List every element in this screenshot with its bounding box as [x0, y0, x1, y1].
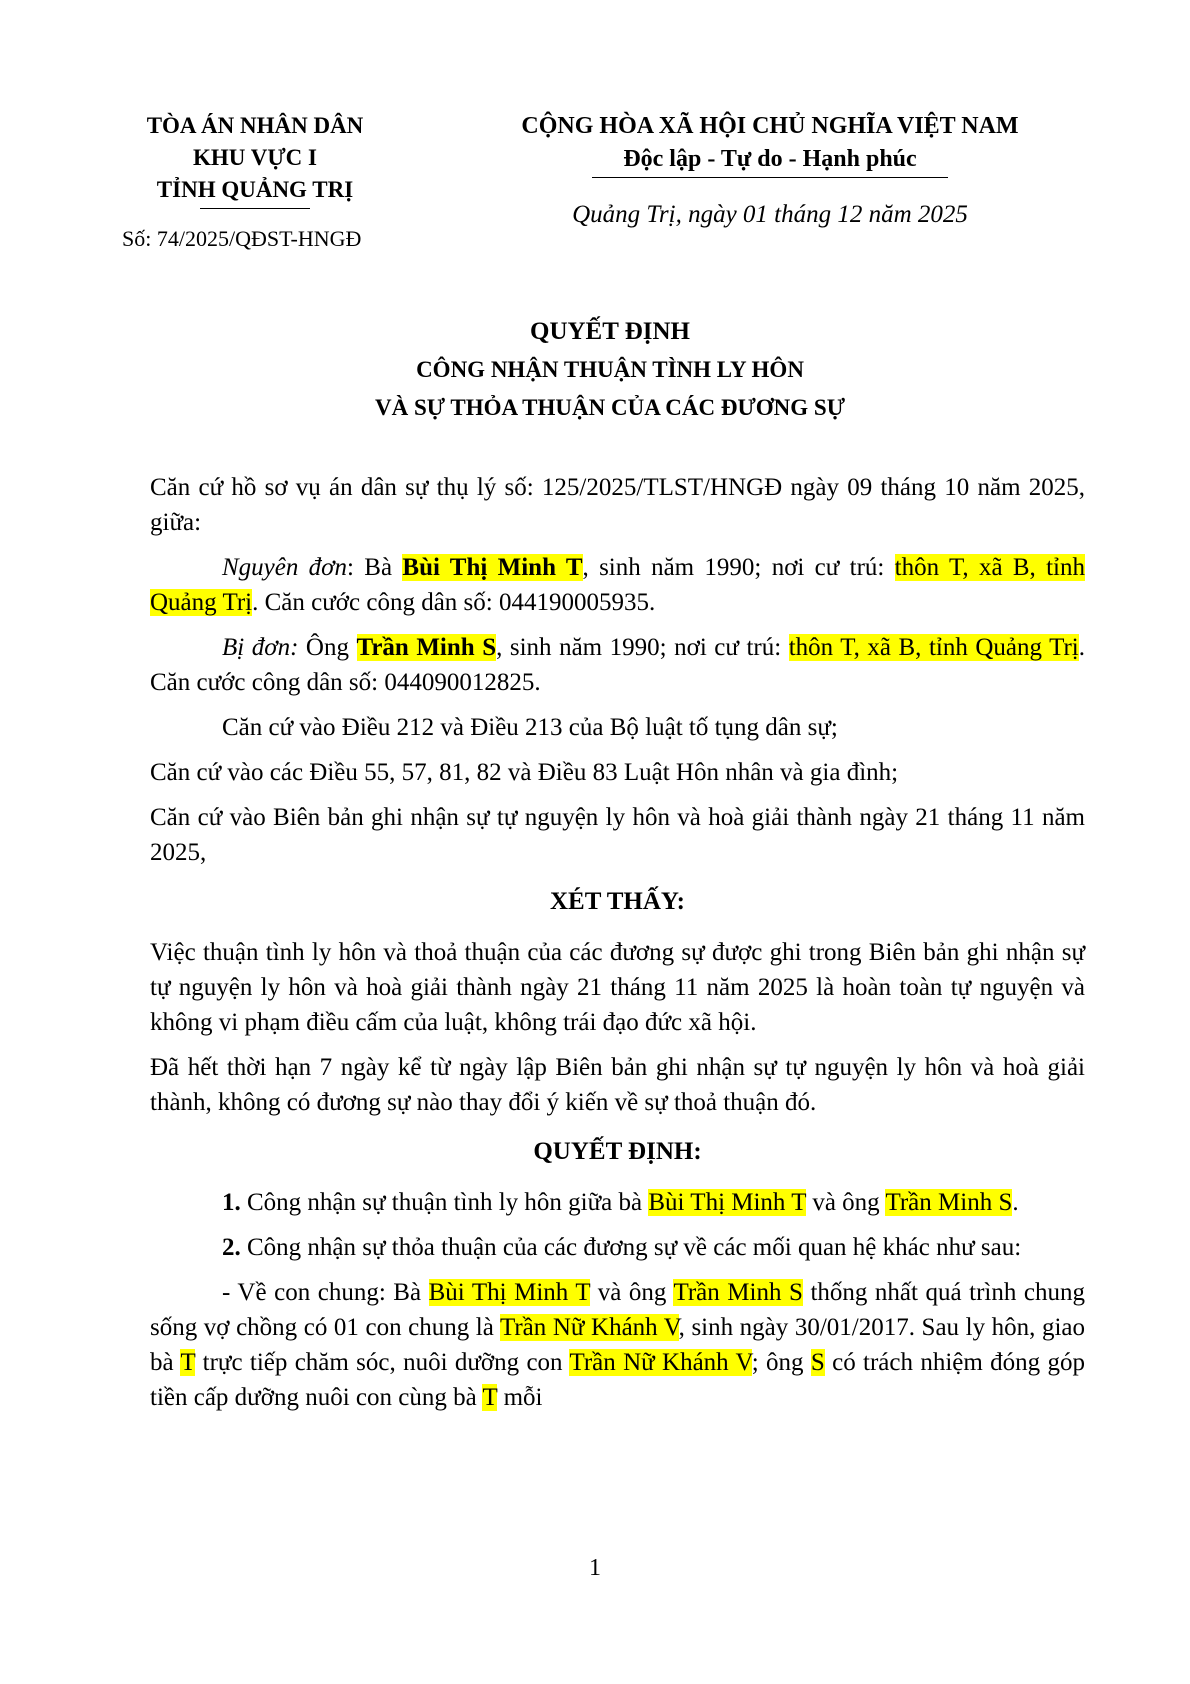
text-fragment: có trách nhiệm đóng góp tiền cấp dưỡng nuôi con cùng bà — [150, 1349, 1085, 1411]
court-name-line3: TỈNH QUẢNG TRỊ — [156, 177, 354, 202]
text-fragment: ; ông — [751, 1349, 811, 1376]
party-name: Trần Minh S — [673, 1279, 803, 1306]
text-fragment: - Về con chung: Bà — [222, 1279, 429, 1306]
party-initial: T — [482, 1384, 498, 1411]
court-underline — [200, 208, 310, 209]
text-fragment: Công nhận sự thỏa thuận của các đương sự về các mối quan hệ khác như sau: — [240, 1234, 1022, 1261]
motto-underline — [592, 177, 948, 178]
document-number: Số: 74/2025/QĐST-HNGĐ — [122, 226, 362, 251]
paragraph-defendant — [150, 630, 1085, 700]
item-number: 2. — [222, 1234, 241, 1261]
party-initial: T — [180, 1349, 196, 1376]
text-fragment: và ông — [806, 1189, 886, 1216]
text-fragment: . — [1012, 1189, 1019, 1216]
place-date: Quảng Trị, ngày 01 tháng 12 năm 2025 — [572, 201, 968, 228]
child-name: Trần Nữ Khánh V — [499, 1314, 679, 1341]
text-fragment: và ông — [590, 1279, 674, 1306]
party-initial: S — [810, 1349, 825, 1376]
paragraph-legal-basis-2: Căn cứ vào các Điều 55, 57, 81, 82 và Điều 83 Luật Hôn nhân và gia đình; — [150, 759, 899, 786]
party-name: Bùi Thị Minh T — [428, 1279, 591, 1306]
text-fragment: , sinh năm 1990; nơi cư trú: — [496, 634, 789, 661]
plaintiff-name: Bùi Thị Minh T — [402, 554, 583, 581]
heading-quyet-dinh: QUYẾT ĐỊNH: — [533, 1138, 702, 1165]
text-fragment: mỗi — [497, 1384, 543, 1411]
paragraph-legal-basis-3: Căn cứ vào Biên bản ghi nhận sự tự nguyện ly hôn và hoà giải thành ngày 21 tháng 11 năm 2025, — [150, 804, 1085, 866]
party-name: Trần Minh S — [885, 1189, 1013, 1216]
text-fragment: . Căn cước công dân số: 044090012825. — [150, 634, 1085, 696]
paragraph-consideration-1: Việc thuận tình ly hôn và thoả thuận của các đương sự được ghi trong Biên bản ghi nhận sự tự nguyện ly hôn và hoà giải thành ngày 21 tháng 11 năm 2025 là hoàn toàn tự nguyện và không vi phạm điều cấm của luật, không trái đạo đức xã hội. — [150, 939, 1085, 1036]
paragraph-consideration-2: Đã hết thời hạn 7 ngày kể từ ngày lập Biên bản ghi nhận sự tự nguyện ly hôn và hoà giải thành, không có đương sự nào thay đổi ý kiến về sự thoả thuận đó. — [150, 1054, 1085, 1116]
document-title — [110, 313, 1110, 427]
defendant-address: thôn T, xã B, tỉnh Quảng Trị — [788, 634, 1079, 661]
title-line3: VÀ SỰ THỎA THUẬN CỦA CÁC ĐƯƠNG SỰ — [374, 395, 846, 420]
document-body — [150, 470, 1085, 1425]
paragraph-case-basis: Căn cứ hồ sơ vụ án dân sự thụ lý số: 125/2025/TLST/HNGĐ ngày 09 tháng 10 năm 2025, giữa: — [150, 474, 1085, 536]
defendant-label: Bị đơn: — [222, 634, 299, 661]
text-fragment: thống nhất quá trình chung sống vợ chồng có 01 con chung là — [150, 1279, 1085, 1341]
national-motto: Độc lập - Tự do - Hạnh phúc — [623, 146, 917, 172]
text-fragment: , sinh năm 1990; nơi cư trú: — [582, 554, 895, 581]
national-header — [470, 110, 1070, 231]
paragraph-legal-basis-1: Căn cứ vào Điều 212 và Điều 213 của Bộ luật tố tụng dân sự; — [222, 714, 838, 741]
page-number: 1 — [589, 1555, 601, 1581]
text-fragment: Công nhận sự thuận tình ly hôn giữa bà — [240, 1189, 649, 1216]
plaintiff-address: thôn T, xã B, tỉnh Quảng Trị — [150, 554, 1086, 616]
decision-item-1 — [150, 1185, 1085, 1220]
plaintiff-label: Nguyên đơn — [222, 554, 348, 581]
text-fragment: : Bà — [347, 554, 403, 581]
decision-item-2 — [150, 1230, 1085, 1265]
child-name: Trần Nữ Khánh V — [569, 1349, 752, 1376]
title-line2: CÔNG NHẬN THUẬN TÌNH LY HÔN — [416, 357, 804, 382]
item-number: 1. — [222, 1189, 241, 1216]
heading-xet-thay: XÉT THẤY: — [549, 888, 685, 915]
court-header — [110, 110, 400, 255]
court-name-line1: TÒA ÁN NHÂN DÂN — [146, 113, 364, 138]
defendant-name: Trần Minh S — [356, 634, 497, 661]
text-fragment: , sinh ngày 30/01/2017. Sau ly hôn, giao bà — [150, 1314, 1085, 1376]
nation-name: CỘNG HÒA XÃ HỘI CHỦ NGHĨA VIỆT NAM — [521, 113, 1019, 139]
paragraph-plaintiff — [150, 550, 1085, 620]
party-name: Bùi Thị Minh T — [648, 1189, 807, 1216]
decision-child-custody — [150, 1275, 1085, 1415]
text-fragment: Ông — [298, 634, 357, 661]
text-fragment: trực tiếp chăm sóc, nuôi dưỡng con — [195, 1349, 570, 1376]
text-fragment: . Căn cước công dân số: 044190005935. — [252, 589, 656, 616]
court-name-line2: KHU VỰC I — [193, 145, 317, 170]
title-line1: QUYẾT ĐỊNH — [530, 318, 690, 345]
